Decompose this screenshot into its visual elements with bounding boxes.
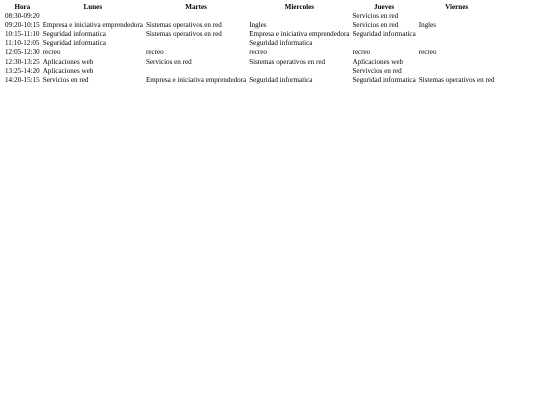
cell-martes <box>145 67 247 76</box>
cell-miercoles: recreo <box>249 48 267 57</box>
cell-hora: 14:20-15:15 <box>5 75 40 84</box>
cell-viernes <box>418 30 496 39</box>
cell-martes: Servicios en red <box>145 57 192 66</box>
cell-jueves: Servivcios en red <box>352 66 402 75</box>
cell-miercoles: Seguridad informatica <box>249 39 313 48</box>
table-row <box>4 67 496 76</box>
cell-hora: 11:10-12:05 <box>5 39 40 48</box>
cell-hora: 12:30-13:25 <box>5 57 40 66</box>
cell-miercoles: Empresa e iniciativa emprendedora <box>249 30 350 39</box>
table-row <box>4 58 496 67</box>
cell-miercoles: Ingles <box>249 21 267 30</box>
cell-hora: 08:30-09:20 <box>5 12 40 21</box>
cell-hora: 13:25-14:20 <box>5 66 40 75</box>
table-row <box>4 21 496 30</box>
cell-jueves: Aplicaciones web <box>352 57 404 66</box>
cell-viernes <box>418 12 496 21</box>
cell-miercoles: Sistemas operativos en red <box>249 57 326 66</box>
header-viernes: Viernes <box>445 3 469 11</box>
cell-viernes <box>418 67 496 76</box>
cell-jueves: Seguridad informatica <box>352 30 416 39</box>
cell-martes <box>145 39 247 48</box>
schedule-table <box>3 3 497 85</box>
cell-jueves: recreo <box>352 48 371 57</box>
cell-viernes: recreo <box>418 48 437 57</box>
cell-martes: Sistemas operativos en red <box>145 30 222 39</box>
cell-jueves: Servicios en red <box>352 21 399 30</box>
header-jueves: Jueves <box>374 3 395 11</box>
table-row <box>4 76 496 85</box>
cell-miercoles: Seguridad informatica <box>249 75 313 84</box>
cell-lunes: Aplicaciones web <box>42 66 94 75</box>
cell-lunes: recreo <box>42 48 61 57</box>
cell-jueves <box>351 39 416 48</box>
cell-lunes: Servicios en red <box>42 75 89 84</box>
cell-hora: 09:20-10:15 <box>5 21 40 30</box>
cell-martes: recreo <box>145 48 164 57</box>
cell-miercoles <box>248 12 350 21</box>
cell-hora: 10:15-11:10 <box>5 30 40 39</box>
cell-lunes: Seguridad informatica <box>42 39 106 48</box>
table-header-row <box>4 3 496 12</box>
cell-martes: Sistemas operativos en red <box>145 21 222 30</box>
cell-miercoles <box>248 67 350 76</box>
header-hora: Hora <box>14 3 31 11</box>
cell-martes: Empresa e iniciativa emprendedora <box>145 75 247 84</box>
cell-lunes: Seguridad informatica <box>42 30 106 39</box>
table-row <box>4 48 496 57</box>
cell-hora: 12:05-12:30 <box>5 48 40 57</box>
cell-jueves: Seguridad informatica <box>352 75 416 84</box>
cell-viernes <box>418 39 496 48</box>
cell-jueves: Servicios en red <box>352 12 399 21</box>
table-row <box>4 12 496 21</box>
cell-lunes <box>42 12 144 21</box>
table-row <box>4 39 496 48</box>
cell-lunes: Aplicaciones web <box>42 57 94 66</box>
header-miercoles: Miercoles <box>284 3 315 11</box>
header-martes: Martes <box>185 3 207 11</box>
cell-martes <box>145 12 247 21</box>
cell-viernes: Ingles <box>418 21 437 30</box>
cell-viernes: Sistemas operativos en red <box>418 75 495 84</box>
cell-lunes: Empresa e iniciativa emprendedora <box>42 21 143 30</box>
cell-viernes <box>418 58 496 67</box>
table-row <box>4 30 496 39</box>
header-lunes: Lunes <box>83 3 103 11</box>
